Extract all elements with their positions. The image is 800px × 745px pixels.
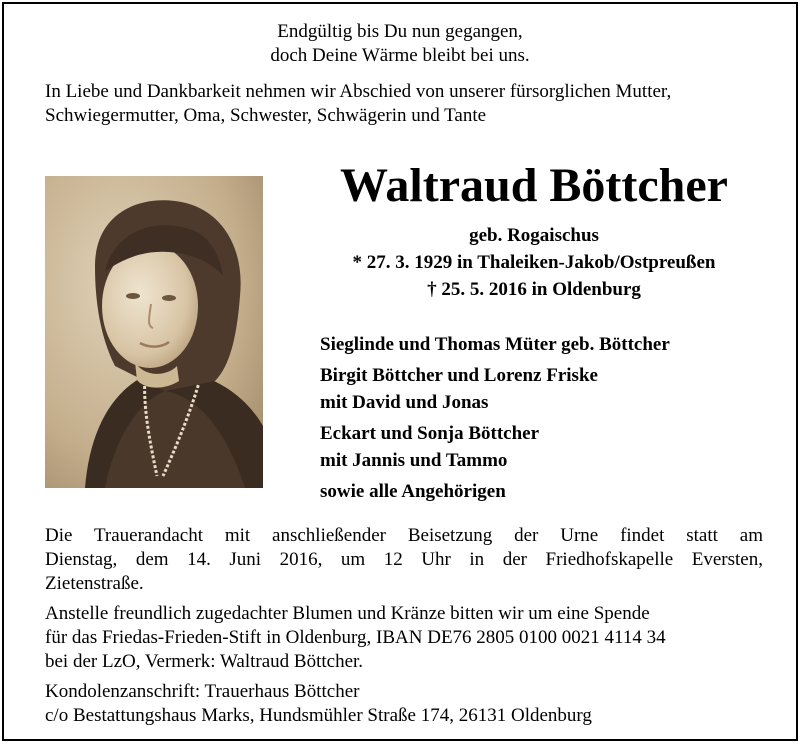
donation-line: Anstelle freundlich zugedachter Blumen und Kränze bitten wir um eine Spende <box>45 603 650 624</box>
condolence-line: Kondolenzanschrift: Trauerhaus Böttcher <box>45 681 360 702</box>
portrait-image <box>45 176 263 488</box>
born-name: geb. Rogaischus <box>469 225 599 246</box>
intro-line: Schwiegermutter, Oma, Schwester, Schwägerin und Tante <box>45 105 487 126</box>
deceased-info <box>304 156 764 303</box>
mourner-line: Eckart und Sonja Böttcher <box>320 423 540 444</box>
mourner-line: sowie alle Angehörigen <box>320 481 506 502</box>
mourner-line: mit David und Jonas <box>320 392 489 413</box>
intro-text <box>45 80 765 128</box>
donation-line: bei der LzO, Vermerk: Waltraud Böttcher. <box>45 651 364 672</box>
birth-date: * 27. 3. 1929 in Thaleiken-Jakob/Ostpreußen <box>352 252 716 273</box>
condolence-address <box>45 680 763 728</box>
motto-line: doch Deine Wärme bleibt bei uns. <box>270 45 530 66</box>
condolence-line: c/o Bestattungshaus Marks, Hundsmühler Straße 174, 26131 Oldenburg <box>45 705 592 726</box>
obituary-notice <box>2 2 798 741</box>
mourner-line: Birgit Böttcher und Lorenz Friske <box>320 365 598 386</box>
death-date: † 25. 5. 2016 in Oldenburg <box>427 279 641 300</box>
motto-line: Endgültig bis Du nun gegangen, <box>277 21 523 42</box>
intro-line: In Liebe und Dankbarkeit nehmen wir Abschied von unserer fürsorglichen Mutter, <box>45 81 672 102</box>
motto <box>4 20 796 68</box>
deceased-name: Waltraud Böttcher <box>340 159 728 212</box>
notice-details <box>45 524 763 734</box>
service-line: Zietenstraße. <box>45 573 144 594</box>
donation-info <box>45 602 763 674</box>
portrait-photo <box>45 176 263 488</box>
life-dates <box>304 249 764 303</box>
mourner-line: Sieglinde und Thomas Müter geb. Böttcher <box>320 334 670 355</box>
mourner-line: mit Jannis und Tammo <box>320 450 508 471</box>
service-info <box>45 524 763 596</box>
service-line: Die Trauerandacht mit anschließender Beisetzung der Urne findet statt am <box>45 525 763 546</box>
donation-line: für das Friedas-Frieden-Stift in Oldenburg, IBAN DE76 2805 0100 0021 4114 34 <box>45 627 666 648</box>
mourners-list <box>320 331 770 505</box>
service-line: Dienstag, dem 14. Juni 2016, um 12 Uhr in der Friedhofskapelle Eversten, <box>45 549 763 570</box>
